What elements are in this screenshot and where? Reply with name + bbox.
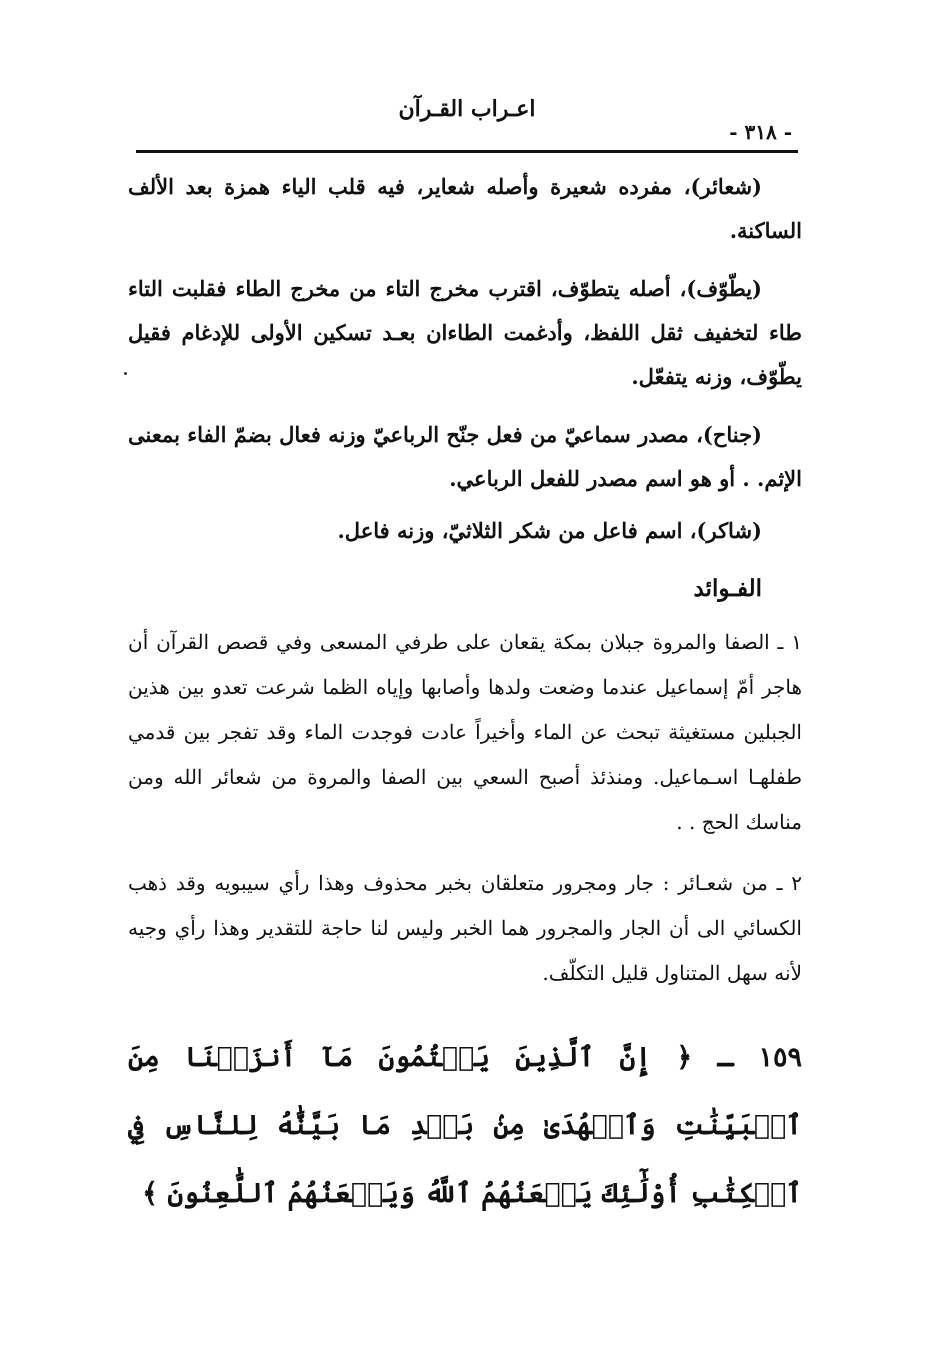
page-header (136, 96, 798, 156)
running-title: اعـراب القـرآن (398, 96, 536, 122)
quran-verse-159: ١٥٩ ـ ﴿ إِنَّ ٱلَّذِينَ يَكۡتُمُونَ مَآ أَنزَلۡنَا مِنَ ٱلۡبَيِّنَٰتِ وَٱلۡهُدَىٰ مِنۢ بَعۡدِ مَا بَيَّنَّٰهُ لِلنَّاسِ فِي ٱلۡكِتَٰبِ أُوْلَٰٓئِكَ يَلۡعَنُهُمُ ٱللَّهُ وَيَلۡعَنُهُمُ ٱللَّٰعِنُونَ ﴾ (128, 1042, 802, 1209)
grammar-paragraph-junah: (جناح)، مصدر سماعيّ من فعل جنّح الرباعيّ وزنه فعال بضمّ الفاء بمعنى الإثم. . أو هو اسم مصدر للفعل الرباعي. (128, 422, 802, 491)
grammar-paragraph-yattawwaf: (يطّوّف)، أصله يتطوّف، اقترب مخرج التاء من مخرج الطاء فقلبت التاء طاء لتخفيف ثقل اللفظ، وأدغمت الطاءان بعـد تسكين الأولى للإدغام فقيل يطّوّف، وزنه يتفعّل. (128, 276, 802, 389)
page-body (128, 165, 802, 1255)
scan-speck (124, 372, 127, 375)
benefit-note-2: ٢ ـ من شعـائر : جار ومجرور متعلقان بخبر محذوف وهذا رأي سيبويه وقد ذهب الكسائي الى أن الجار والمجرور هما الخبر وليس لنا حاجة للتقدير وهذا رأي وجيه لأنه سهل المتناول قليل التكلّف. (128, 871, 802, 985)
page-number: - ٣١٨ - (729, 120, 792, 144)
grammar-paragraph-shaair: (شعائر)، مفرده شعيرة وأصله شعاير، فيه قلب الياء همزة بعد الألف الساكنة. (128, 174, 802, 243)
benefit-note-1: ١ ـ الصفا والمروة جبلان بمكة يقعان على طرفي المسعى وفي قصص القرآن أن هاجر أمّ إسماعيل عندما وضعت ولدها وأصابها وإياه الظما شرعت تعدو بين هذين الجبلين مستغيثة تبحث عن الماء وأخيراً عادت فوجدت الماء وقد تفجر بين قدمي طفلهـا اسـماعيل. ومنذئذ أصبح السعي بين الصفا والمروة من شعائر الله ومن مناسك الحج . . (128, 630, 802, 834)
grammar-paragraph-shakir: (شاكر)، اسم فاعل من شكر الثلاثيّ، وزنه فاعل. (337, 518, 762, 543)
header-divider (136, 150, 798, 153)
section-heading-benefits: الفـوائد (693, 575, 762, 602)
